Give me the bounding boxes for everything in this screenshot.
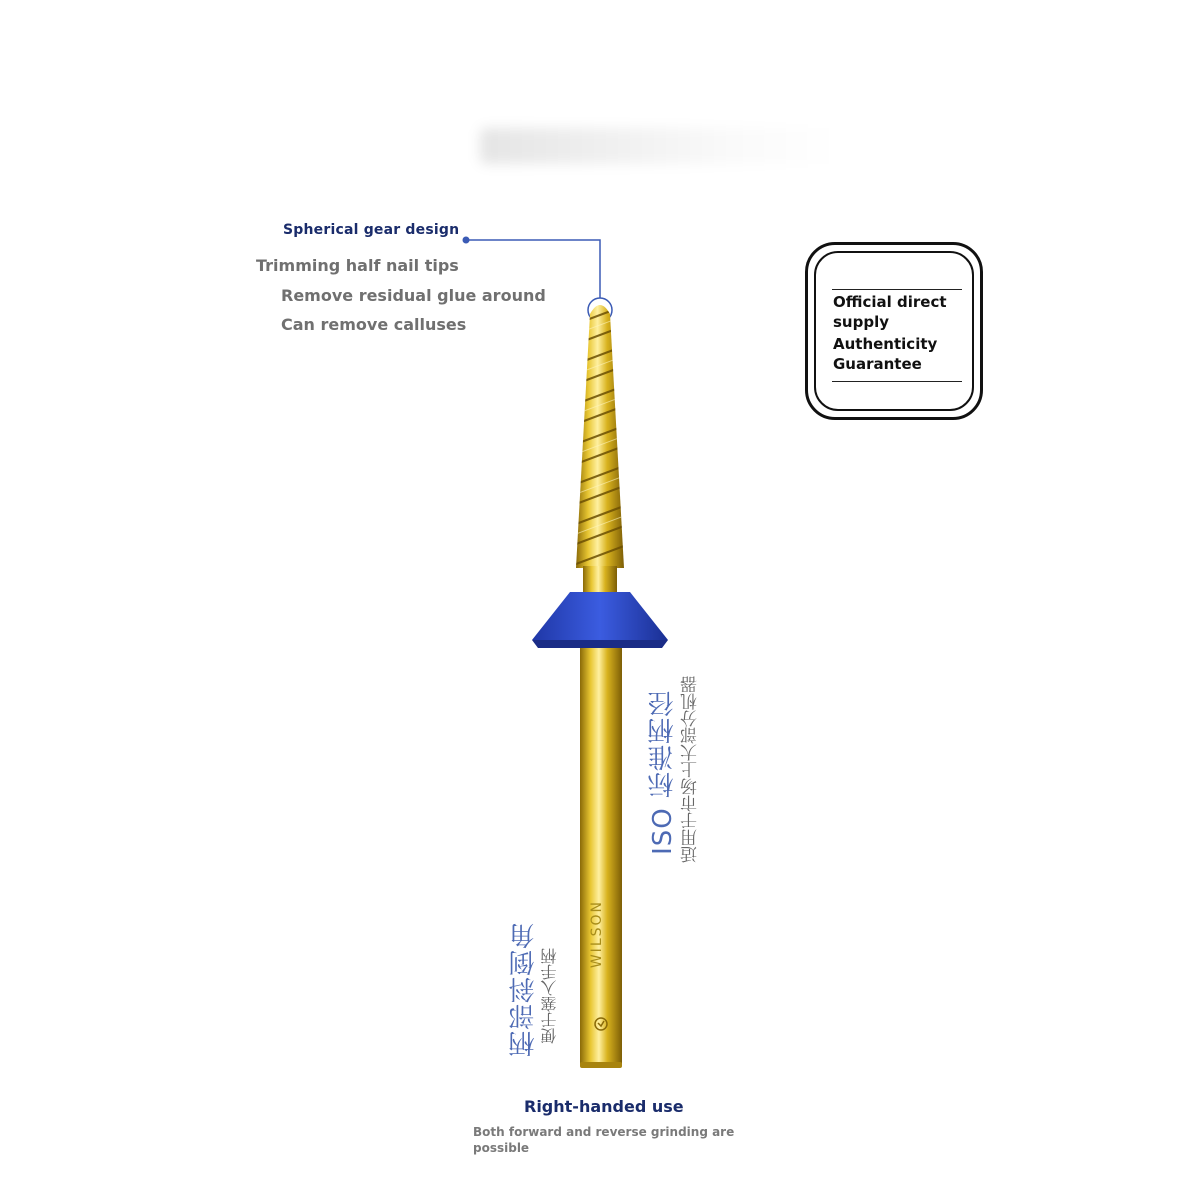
badge-rule-bottom	[832, 381, 962, 382]
feature-item: Remove residual glue around	[281, 286, 546, 305]
chamfer-title: 柄部斜倒角	[509, 922, 539, 1057]
right-handed-title: Right-handed use	[524, 1097, 684, 1116]
badge-line-authenticity: Authenticity Guarantee	[833, 335, 938, 373]
feature-item: Trimming half nail tips	[256, 256, 459, 275]
iso-shank-title: ISO 标准柄径	[648, 690, 678, 855]
badge-rule-top	[832, 289, 962, 290]
right-handed-description: Both forward and reverse grinding are possible	[473, 1125, 735, 1155]
shank-brand-mark: WILSON	[589, 900, 605, 969]
feature-item: Can remove calluses	[281, 315, 467, 334]
chamfer-subtitle: 便于塞入手柄	[540, 948, 559, 1044]
feature-title: Spherical gear design	[283, 222, 460, 238]
bit-shank	[580, 648, 622, 1068]
authenticity-badge	[805, 242, 983, 420]
cutting-head	[560, 300, 640, 570]
iso-shank-subtitle: 适用于市场上大部分机器	[681, 676, 701, 863]
badge-line-official: Official direct supply	[833, 293, 947, 331]
blue-guard-ring	[532, 592, 668, 648]
